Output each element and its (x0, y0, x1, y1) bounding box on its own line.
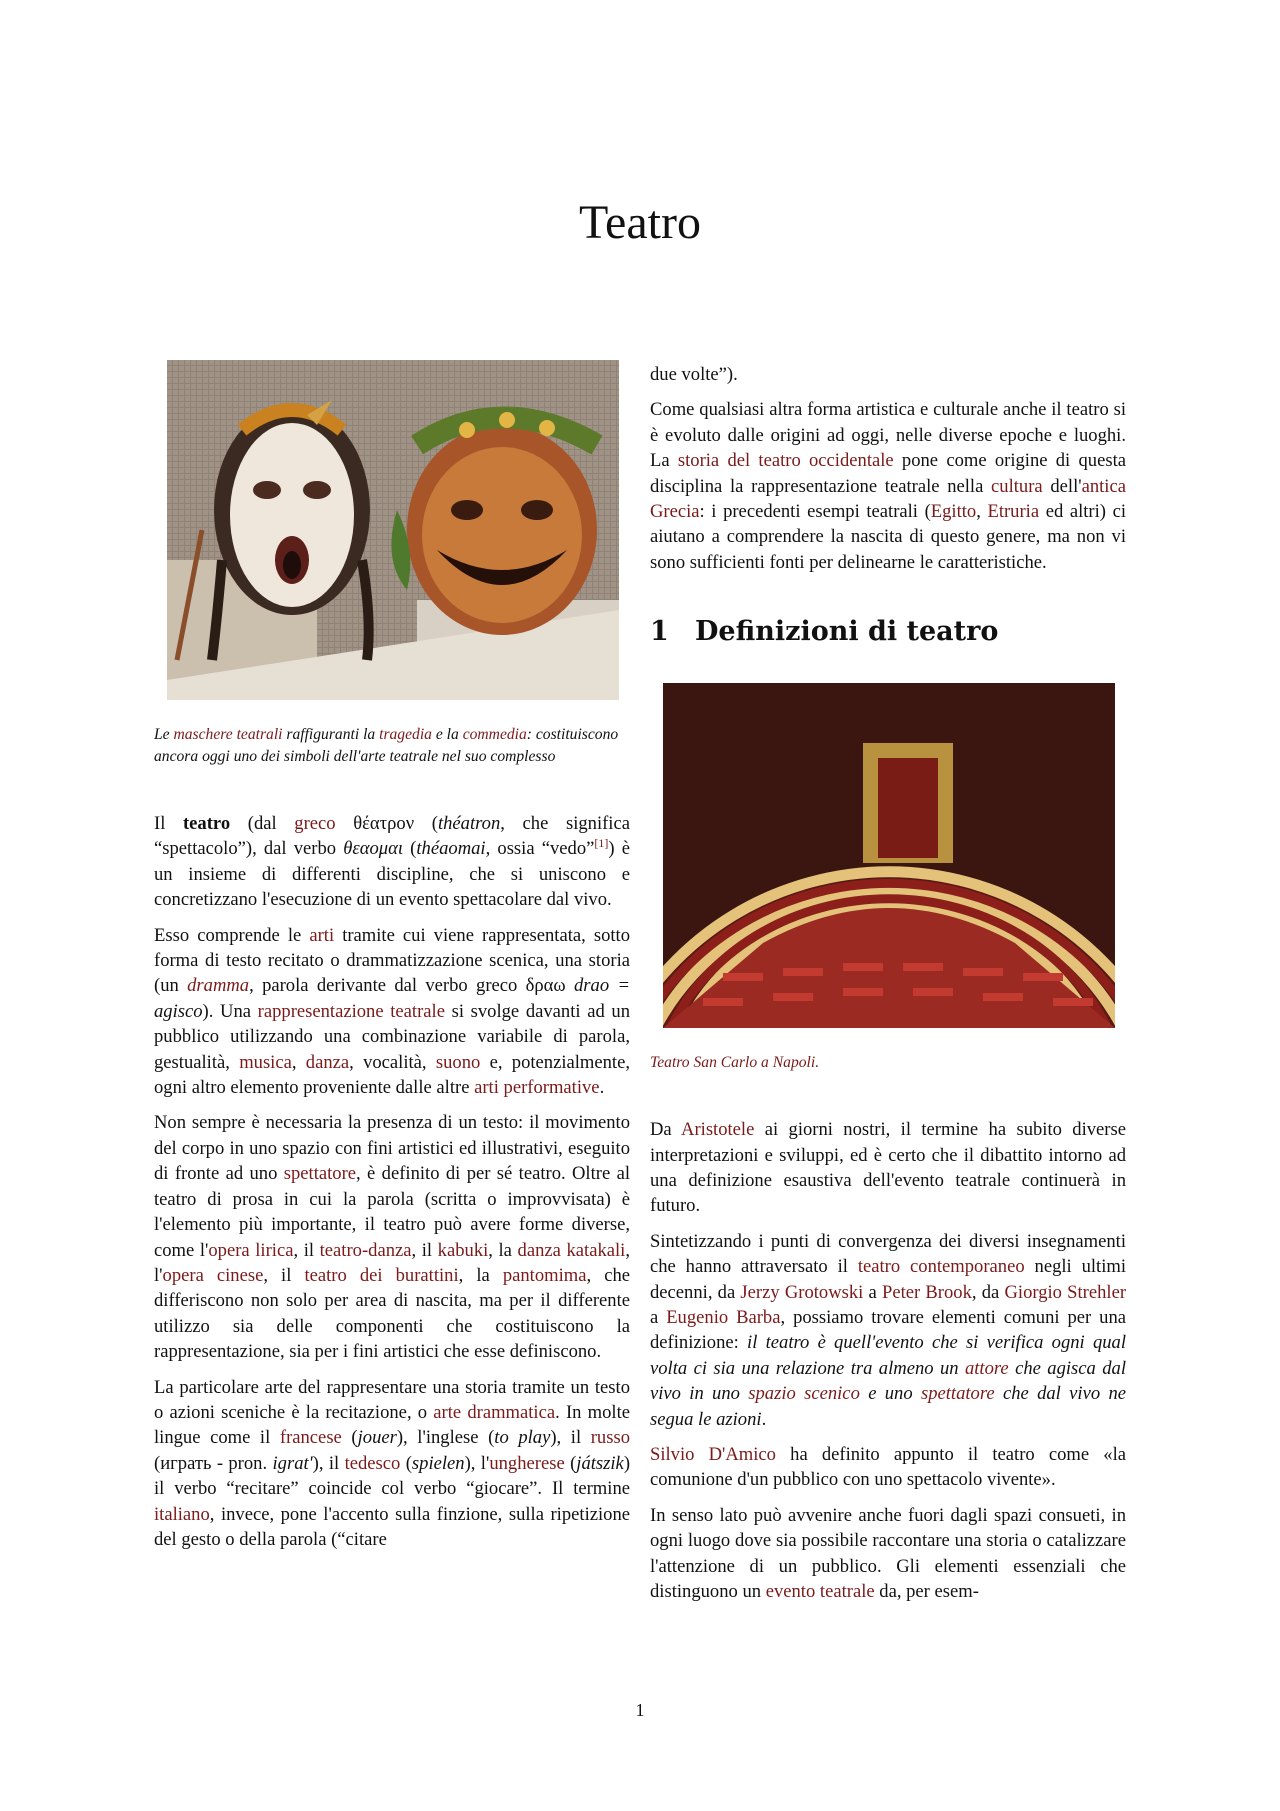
link-eugenio-barba[interactable]: Eugenio Barba (666, 1307, 781, 1328)
page-number: 1 (635, 1700, 645, 1720)
paragraph-damico: Silvio D'Amico ha definito appunto il teatro come «la comunione d'un pubblico con uno spettacolo vivente». (650, 1444, 1127, 1491)
link-russo[interactable]: russo (590, 1427, 630, 1449)
link-egitto[interactable]: Egitto (930, 501, 977, 523)
paragraph-aristotele: Da Aristotele ai giorni nostri, il termine ha subito diverse interpretazioni e sviluppi, ed è certo che il dibattito intorno ad una definizione esaustiva dell'evento teatrale continuerà in futuro. (650, 1119, 1126, 1217)
link-danza[interactable]: danza (305, 1051, 350, 1073)
link-maschere-teatrali[interactable]: maschere teatrali (173, 726, 283, 743)
link-tragedia[interactable]: tragedia (379, 726, 432, 743)
link-kabuki[interactable]: kabuki (437, 1239, 489, 1261)
link-italiano[interactable]: italiano (154, 1503, 210, 1525)
paragraph-continuation: due volte”). (650, 364, 738, 385)
section-number: 1 (650, 616, 669, 648)
link-pantomima[interactable]: pantomima (502, 1264, 587, 1286)
link-opera-cinese[interactable]: opera cinese (162, 1264, 264, 1286)
paragraph-arti: Esso comprende le arti tramite cui viene rappresentata, sotto forma di testo recitato o drammatizzazione scenica, una storia (un dramma, parola derivante dal verbo greco δραω drao = agisco). Una rappresentazione teatrale si svolge davanti ad un pubblico utilizzando una combinazione variabile di parola, gestualità, musica, danza, vocalità, suono e, potenzialmente, ogni altro elemento proveniente dalle altre arti performative. (154, 924, 630, 1099)
link-spettatore[interactable]: spettatore (283, 1163, 357, 1185)
link-jerzy-grotowski[interactable]: Jerzy Grotowski (740, 1281, 864, 1303)
reference-1[interactable]: [1] (594, 836, 609, 851)
figure1-caption: Le maschere teatrali raffiguranti la tragedia e la commedia: costituiscono ancora oggi uno dei simboli dell'arte teatrale nel suo complesso (154, 726, 619, 765)
paragraph-recitazione: La particolare arte del rappresentare una storia tramite un testo o azioni sceniche è la recitazione, o arte drammatica. In molte lingue come il francese (jouer), l'inglese (to play), il russo (играть - pron. igrat'), il tedesco (spielen), l'ungherese (játszik) il verbo “recitare” coincide col verbo “giocare”. Il termine italiano, invece, pone l'accento sulla finzione, sulla ripetizione del gesto o della parola (“citare (154, 1376, 631, 1550)
section-heading (650, 616, 1126, 648)
link-greco[interactable]: greco (294, 813, 336, 834)
link-musica[interactable]: musica (239, 1051, 292, 1073)
figure2-caption (650, 1052, 1126, 1074)
link-suono[interactable]: suono (435, 1051, 481, 1073)
link-francese[interactable]: francese (279, 1427, 342, 1449)
teatro-san-carlo-image (663, 683, 1115, 1028)
link-teatro-san-carlo[interactable]: Teatro San Carlo a Napoli. (650, 1053, 820, 1071)
link-etruria[interactable]: Etruria (987, 501, 1040, 523)
link-teatro-dei-burattini[interactable]: teatro dei burattini (304, 1264, 459, 1286)
link-storia-teatro-occidentale[interactable]: storia del teatro occidentale (677, 450, 894, 472)
link-evento-teatrale[interactable]: evento teatrale (765, 1581, 875, 1603)
link-commedia[interactable]: commedia (462, 726, 527, 743)
link-dramma[interactable]: dramma (187, 975, 250, 997)
link-rappresentazione-teatrale[interactable]: rappresentazione teatrale (257, 1000, 445, 1022)
paragraph-forme: Non sempre è necessaria la presenza di un testo: il movimento del corpo in uno spazio con fini artistici ed illustrativi, eseguito di fronte ad uno spettatore, è definito di per sé teatro. Oltre al teatro di prosa in cui la parola (scritta o improvvisata) è l'elemento più importante, il teatro può avere forme diverse, come l'opera lirica, il teatro-danza, il kabuki, la danza katakali, l'opera cinese, il teatro dei burattini, la pantomima, che differiscono non solo per area di nascita, ma per il differente utilizzo sia delle componenti che costituiscono la rappresentazione, sia per i fini artistici che esse definiscono. (154, 1112, 630, 1363)
masks-mosaic-image (167, 360, 619, 700)
link-cultura[interactable]: cultura (991, 475, 1043, 497)
link-silvio-damico[interactable]: Silvio D'Amico (650, 1444, 776, 1466)
link-danza-katakali[interactable]: danza katakali (517, 1239, 626, 1261)
link-spazio-scenico[interactable]: spazio scenico (748, 1383, 860, 1405)
link-peter-brook[interactable]: Peter Brook (881, 1281, 972, 1303)
paragraph-intro: Il teatro (dal greco θέατρον (théatron, che significa “spettacolo”), dal verbo θεαομαι (théaomai, ossia “vedo”[1]) è un insieme di differenti discipline, che si uniscono e concretizzano l'esecuzione di un evento spettacolare dal vivo. (154, 813, 630, 911)
left-column (154, 360, 630, 1562)
link-opera-lirica[interactable]: opera lirica (208, 1239, 294, 1261)
right-column (650, 362, 1126, 1614)
page-title: Teatro (579, 196, 701, 249)
link-ungherese[interactable]: ungherese (489, 1452, 565, 1474)
section-title: Definizioni di teatro (695, 616, 999, 648)
link-arte-drammatica[interactable]: arte drammatica (433, 1401, 556, 1423)
link-arti[interactable]: arti (309, 924, 335, 946)
paragraph-storia: Come qualsiasi altra forma artistica e culturale anche il teatro si è evoluto dalle origini ad oggi, nelle diverse epoche e luoghi. La storia del teatro occidentale pone come origine di questa disciplina la rappresentazione teatrale nella cultura dell'antica Grecia: i precedenti esempi teatrali (Egitto, Etruria ed altri) ci aiutano a comprendere la nascita di questo genere, ma non vi sono sufficienti fonti per delinearne le caratteristiche. (650, 399, 1126, 573)
link-attore[interactable]: attore (964, 1357, 1009, 1379)
link-aristotele[interactable]: Aristotele (681, 1119, 755, 1141)
link-spettatore-2[interactable]: spettatore (920, 1383, 995, 1405)
paragraph-senso-lato: In senso lato può avvenire anche fuori dagli spazi consueti, in ogni luogo dove sia possibile raccontare una storia o catalizzare l'attenzione di un pubblico. Gli elementi essenziali che distinguono un evento teatrale da, per esem- (650, 1504, 1126, 1603)
link-antica-grecia[interactable]: antica Grecia (650, 475, 1126, 523)
paragraph-definizione: Sintetizzando i punti di convergenza dei diversi insegnamenti che hanno attraversato il teatro contemporaneo negli ultimi decenni, da Jerzy Grotowski a Peter Brook, da Giorgio Strehler a Eugenio Barba, possiamo trovare elementi comuni per una definizione: il teatro è quell'evento che si verifica ogni qual volta ci sia una relazione tra almeno un attore che agisca dal vivo in uno spazio scenico e uno spettatore che dal vivo ne segua le azioni. (650, 1230, 1127, 1430)
link-arti-performative[interactable]: arti performative (474, 1077, 600, 1099)
link-teatro-contemporaneo[interactable]: teatro contemporaneo (857, 1256, 1025, 1278)
link-tedesco[interactable]: tedesco (344, 1452, 401, 1474)
link-teatro-danza[interactable]: teatro-danza (319, 1239, 412, 1261)
link-giorgio-strehler[interactable]: Giorgio Strehler (1004, 1281, 1127, 1303)
